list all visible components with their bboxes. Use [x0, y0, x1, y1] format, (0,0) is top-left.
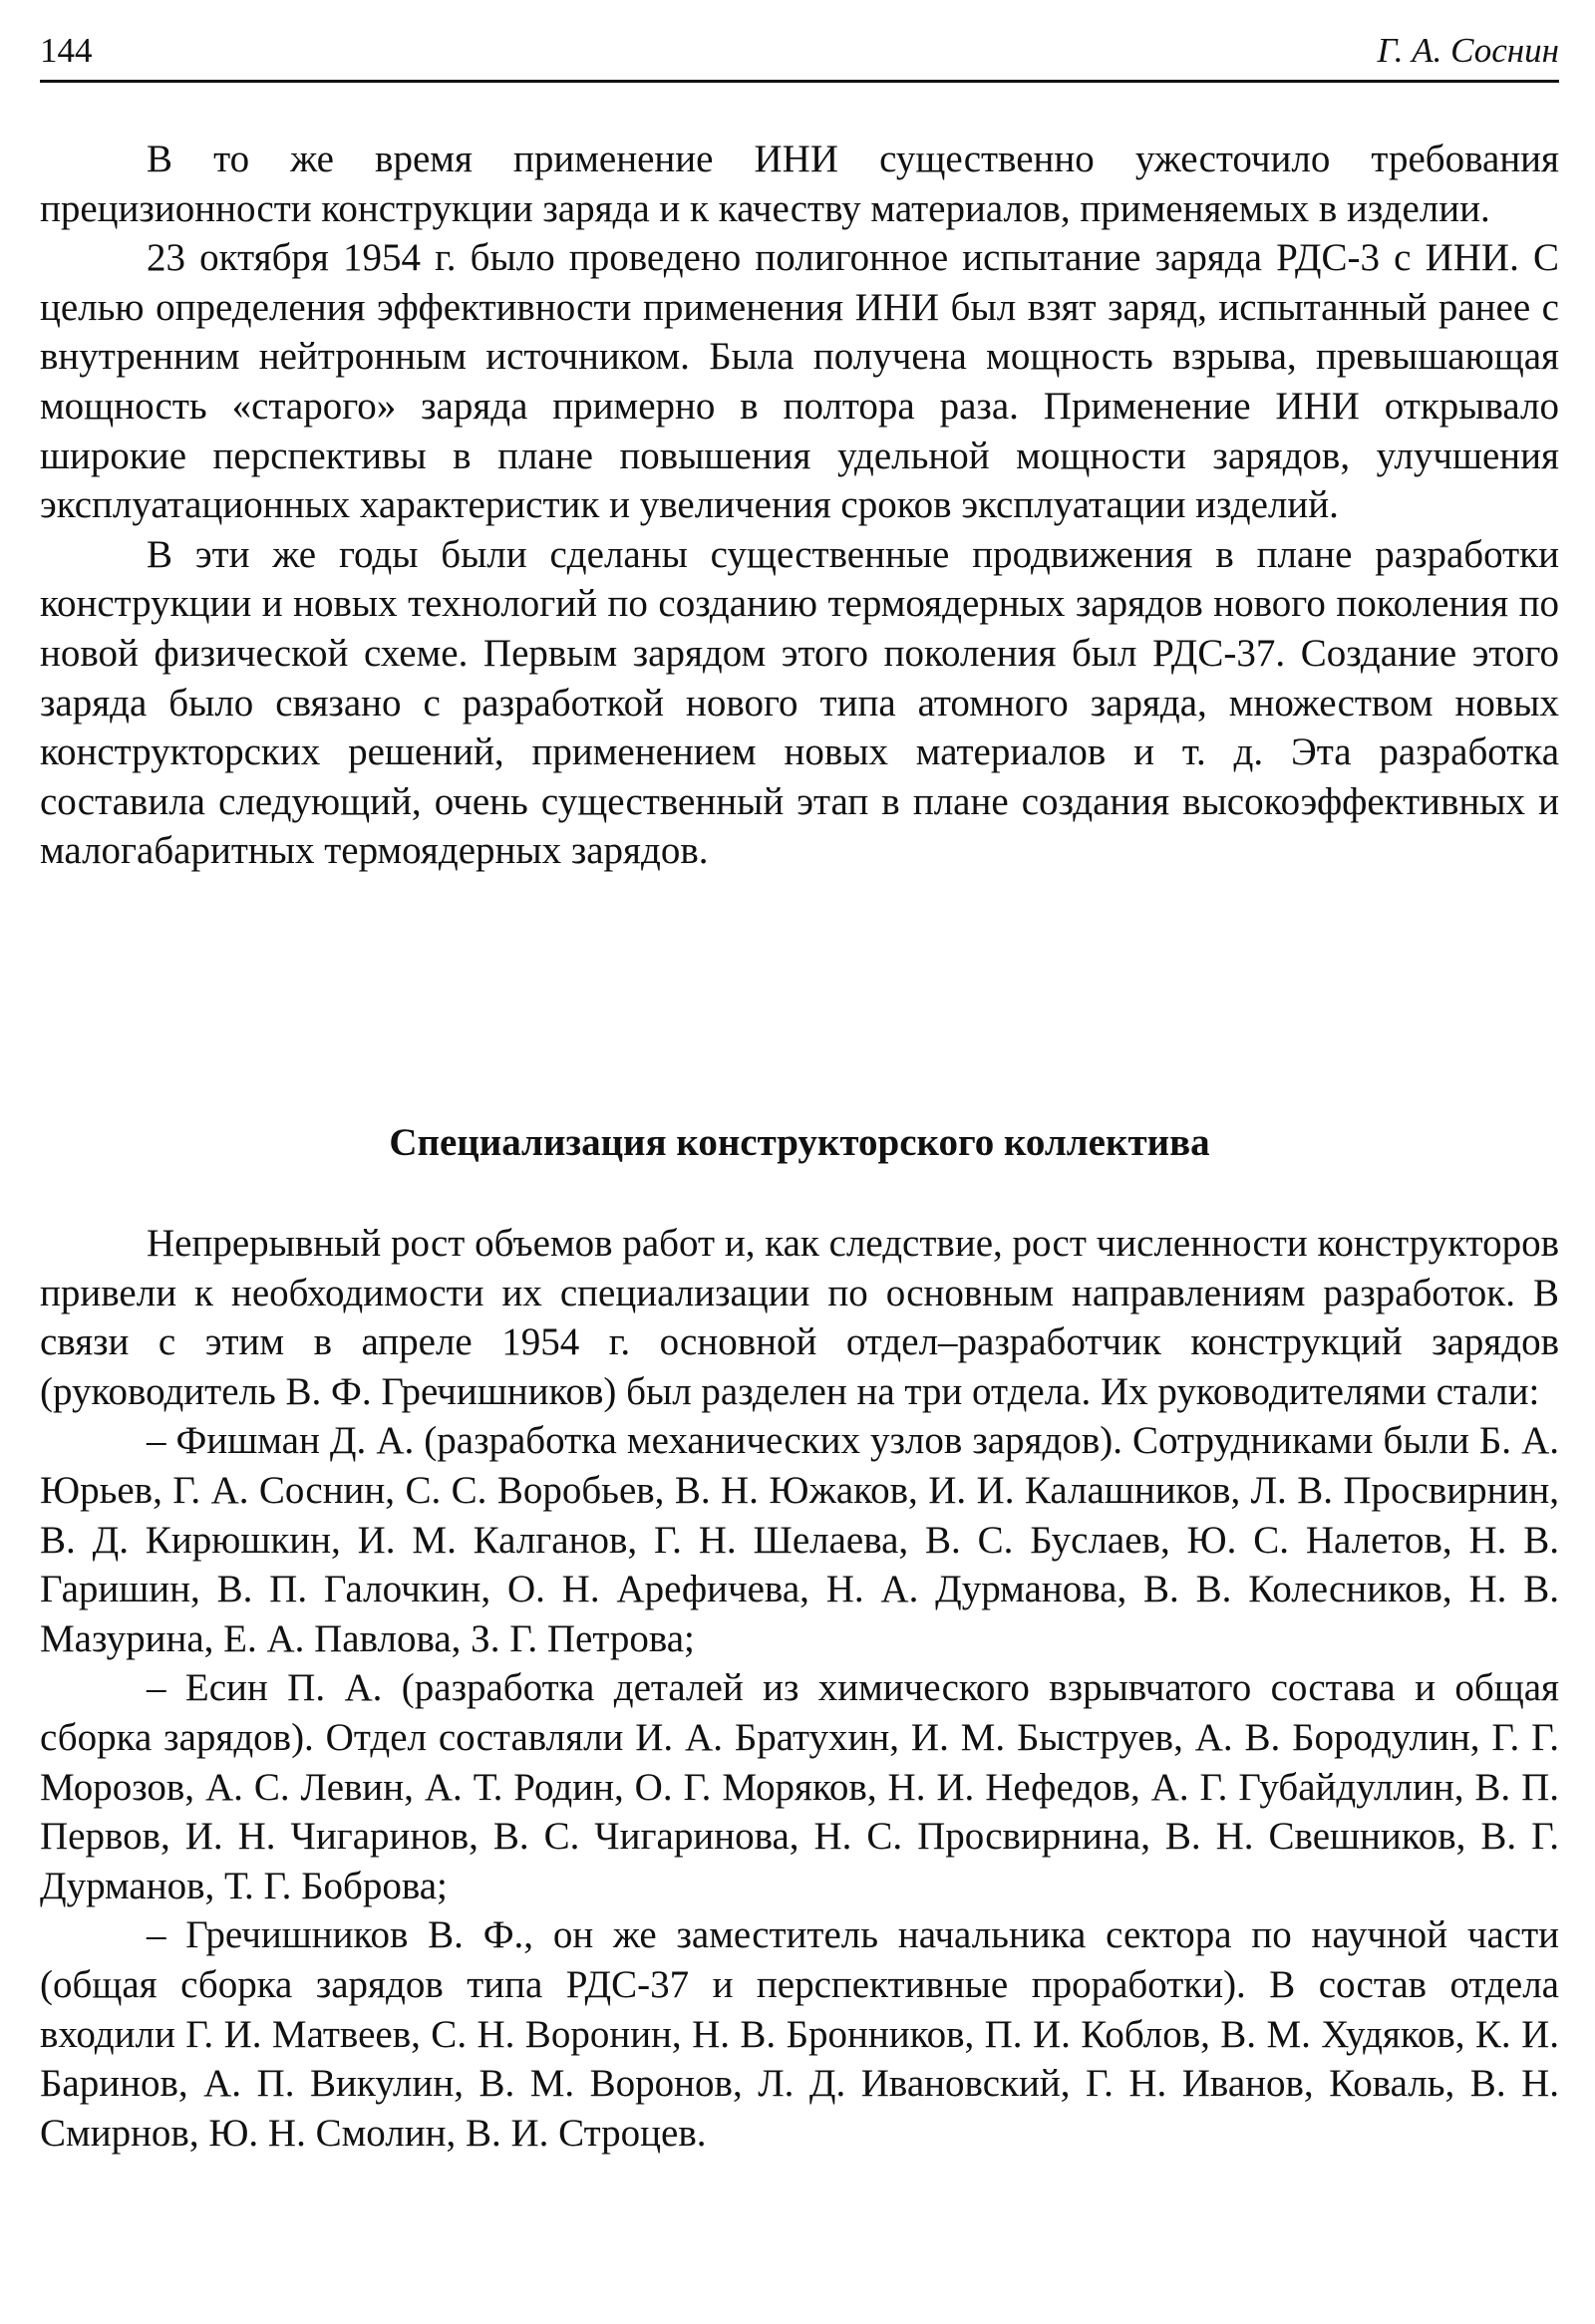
list-item: – Фишман Д. А. (разработка механических узлов зарядов). Сотрудниками были Б. А. Юрьев, Г. А. Соснин, С. С. Воробьев, В. Н. Южаков, И. И. Калашников, Л. В. Просвирнин, В. Д. Кирюшкин, И. М. Калганов, Г. Н. Шелаева, В. С. Буслаев, Ю. С. Налетов, Н. В. Гаришин, В. П. Галочкин, О. Н. Арефичева, Н. А. Дурманова, В. В. Колесников, Н. В. Мазурина, Е. А. Павлова, З. Г. Петрова; — [40, 1419, 1559, 1660]
body-text-section — [40, 1219, 1559, 2158]
body-text-top — [40, 135, 1559, 876]
running-title: Г. А. Соснин — [1377, 31, 1559, 70]
page-number: 144 — [40, 31, 93, 70]
paragraph: Непрерывный рост объемов работ и, как следствие, рост численности конструкторов привели к необходимости их специализации по основным направлениям разработок. В связи с этим в апреле 1954 г. основной отдел–разработчик конструкций зарядов (руководитель В. Ф. Гречишников) был разделен на три отдела. Их руководителями стали: — [40, 1222, 1559, 1413]
paragraph: 23 октября 1954 г. было проведено полигонное испытание заряда РДС-3 с ИНИ. С целью определения эффективности применения ИНИ был взят заряд, испытанный ранее с внутренним нейтронным источником. Была получена мощность взрыва, превышающая мощность «старого» заряда примерно в полтора раза. Применение ИНИ открывало широкие перспективы в плане повышения удельной мощности зарядов, улучшения эксплуатационных характеристик и увеличения сроков эксплуатации изделий. — [40, 236, 1559, 527]
paragraph: В эти же годы были сделаны существенные продвижения в плане разработки конструкции и новых технологий по созданию термоядерных зарядов нового поколения по новой физической схеме. Первым зарядом этого поколения был РДС-37. Создание этого заряда было связано с разработкой нового типа атомного заряда, множеством новых конструкторских решений, применением новых материалов и т. д. Эта разработка составила следующий, очень существенный этап в плане создания высокоэффективных и малогабаритных термоядерных зарядов. — [40, 532, 1559, 873]
paragraph: В то же время применение ИНИ существенно ужесточило требования прецизионности конструкции заряда и к качеству материалов, применяемых в изделии. — [40, 138, 1559, 230]
list-item: – Гречишников В. Ф., он же заместитель начальника сектора по научной части (общая сборка зарядов типа РДС-37 и перспективные проработки). В состав отдела входили Г. И. Матвеев, С. Н. Воронин, Н. В. Бронников, П. И. Коблов, В. М. Худяков, К. И. Баринов, А. П. Викулин, В. М. Воронов, Л. Д. Ивановский, Г. Н. Иванов, Коваль, В. Н. Смирнов, Ю. Н. Смолин, В. И. Строцев. — [40, 1913, 1559, 2155]
list-item: – Есин П. А. (разработка деталей из химического взрывчатого состава и общая сборка зарядов). Отдел составляли И. А. Братухин, И. М. Быструев, А. В. Бородулин, Г. Г. Морозов, А. С. Левин, А. Т. Родин, О. Г. Моряков, Н. И. Нефедов, А. Г. Губайдуллин, В. П. Первов, И. Н. Чигаринов, В. С. Чигаринова, Н. С. Просвирнина, В. Н. Свешников, В. Г. Дурманов, Т. Г. Боброва; — [40, 1666, 1559, 1907]
header-divider — [40, 80, 1559, 83]
running-head — [40, 26, 1559, 76]
section-heading: Специализация конструкторского коллектива — [389, 1121, 1210, 1164]
